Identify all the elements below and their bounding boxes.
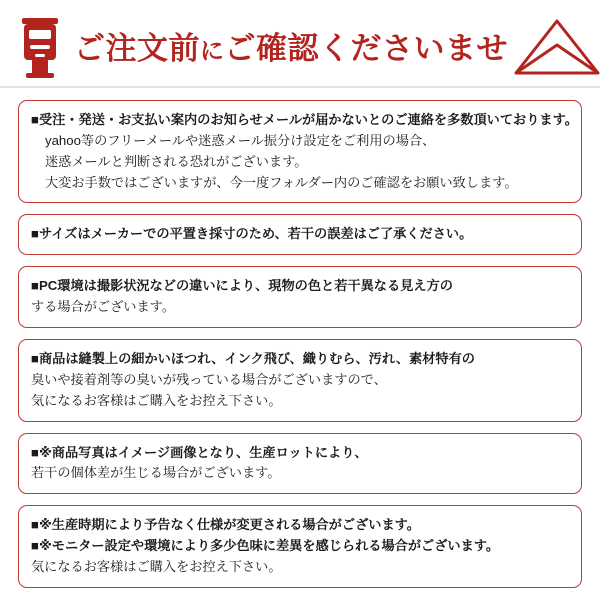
note-line: 迷惑メールと判断される恐れがございます。 (45, 153, 308, 169)
note-line: 大変お手数ではございますが、今一度フォルダー内のご確認をお願い致します。 (45, 174, 518, 190)
note-line: ■受注・発送・お支払い案内のお知らせメールが届かないとのご連絡を多数頂いております。 (31, 112, 578, 127)
note-line: 気になるお客様はご購入をお控え下さい。 (31, 392, 282, 408)
page-title-part-3: ご確認くださいませ (224, 30, 508, 66)
note-box (18, 339, 582, 422)
note-line: yahoo等のフリーメールや迷惑メール振分け設定をご利用の場合、 (45, 132, 436, 148)
note-line: 若干の個体差が生じる場合がございます。 (31, 465, 281, 481)
page-title-part-1: ご注文前 (74, 30, 200, 66)
note-box (18, 214, 582, 255)
note-line: ■※モニター設定や環境により多少色味に差異を感じられる場合がございます。 (31, 538, 500, 554)
mailbox-icon (14, 16, 66, 78)
note-line: ■※商品写真はイメージ画像となり、生産ロットにより、 (31, 444, 368, 460)
note-box (18, 505, 582, 588)
note-line: 気になるお客様はご購入をお控え下さい。 (31, 559, 282, 575)
note-line: ■※生産時期により予告なく仕様が変更される場合がございます。 (31, 517, 420, 533)
page-title-part-2: に (200, 37, 225, 65)
note-line: ■商品は縫製上の細かいほつれ、インク飛び、織りむら、汚れ、素材特有の (31, 351, 475, 367)
header-divider (0, 86, 600, 88)
note-line: する場合がございます。 (31, 299, 176, 315)
note-line: ■PC環境は撮影状況などの違いにより、現物の色と若干異なる見え方の (31, 278, 453, 294)
note-box (18, 266, 582, 328)
page-title (74, 30, 508, 66)
note-line: 臭いや接着剤等の臭いが残っている場合がございますので、 (31, 371, 387, 387)
page-header (0, 0, 600, 88)
note-box (18, 433, 582, 495)
note-line: ■サイズはメーカーでの平置き採寸のため、若干の誤差はご了承ください。 (31, 226, 473, 242)
envelope-icon (514, 19, 600, 75)
note-box (18, 100, 582, 203)
notice-list (0, 88, 600, 609)
